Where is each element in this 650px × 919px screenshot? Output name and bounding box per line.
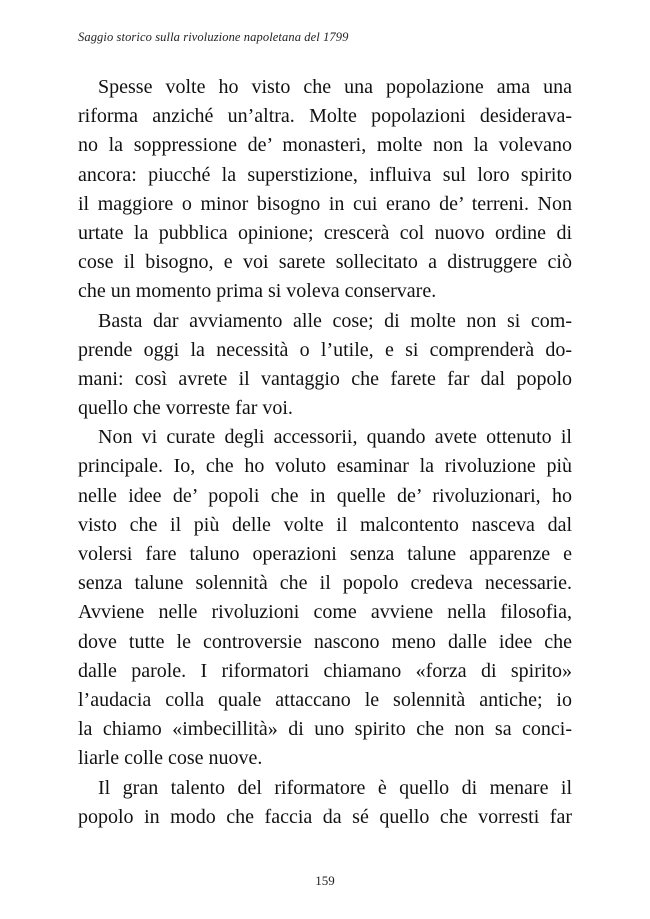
text-line: urtate la pubblica opinione; crescerà col nuovo ordine di xyxy=(78,221,572,244)
text-line: no la soppressione de’ monasteri, molte non la volevano xyxy=(78,134,572,157)
text-line: cose il bisogno, e voi sarete sollecitato a distruggere ciò xyxy=(78,251,572,274)
text-line: mani: così avrete il vantaggio che farete far dal popolo xyxy=(78,367,572,390)
text-line: visto che il più delle volte il malcontento nasceva dal xyxy=(78,513,572,536)
text-line: la chiamo «imbecillità» di uno spirito che non sa conci- xyxy=(78,718,572,741)
text-line: prende oggi la necessità o l’utile, e si comprenderà do- xyxy=(78,338,572,361)
text-line: Il gran talento del riformatore è quello di menare il xyxy=(98,776,572,799)
text-line: liarle colle cose nuove. xyxy=(78,747,263,770)
text-line: Basta dar avviamento alle cose; di molte non si com- xyxy=(98,309,572,332)
text-line: ancora: piucché la superstizione, influiva sul loro spirito xyxy=(78,163,572,186)
text-line: l’audacia colla quale attaccano le solennità antiche; io xyxy=(78,688,572,711)
text-line: principale. Io, che ho voluto esaminar la rivoluzione più xyxy=(78,455,572,478)
text-line: dalle parole. I riformatori chiamano «forza di spirito» xyxy=(78,659,572,682)
text-line: che un momento prima si voleva conservare. xyxy=(78,280,437,303)
text-line: senza talune solennità che il popolo credeva necessarie. xyxy=(78,572,572,595)
running-head: Saggio storico sulla rivoluzione napoletana del 1799 xyxy=(78,30,349,44)
text-line: Avviene nelle rivoluzioni come avviene nella filosofia, xyxy=(78,601,572,624)
text-line: volersi fare taluno operazioni senza talune apparenze e xyxy=(78,543,572,565)
text-line: riforma anziché un’altra. Molte popolazioni desiderava- xyxy=(78,105,572,128)
text-line: Non vi curate degli accessorii, quando avete ottenuto il xyxy=(98,426,572,449)
text-line: Spesse volte ho visto che una popolazione ama una xyxy=(98,76,572,98)
text-line: nelle idee de’ popoli che in quelle de’ rivoluzionari, ho xyxy=(78,484,572,507)
page-number: 159 xyxy=(315,873,335,888)
body-text xyxy=(78,73,572,832)
text-line: dove tutte le controversie nascono meno dalle idee che xyxy=(78,630,572,653)
text-line: il maggiore o minor bisogno in cui erano de’ terreni. Non xyxy=(78,192,572,215)
text-line: popolo in modo che faccia da sé quello che vorresti far xyxy=(78,805,572,828)
text-line: quello che vorreste far voi. xyxy=(78,397,293,420)
